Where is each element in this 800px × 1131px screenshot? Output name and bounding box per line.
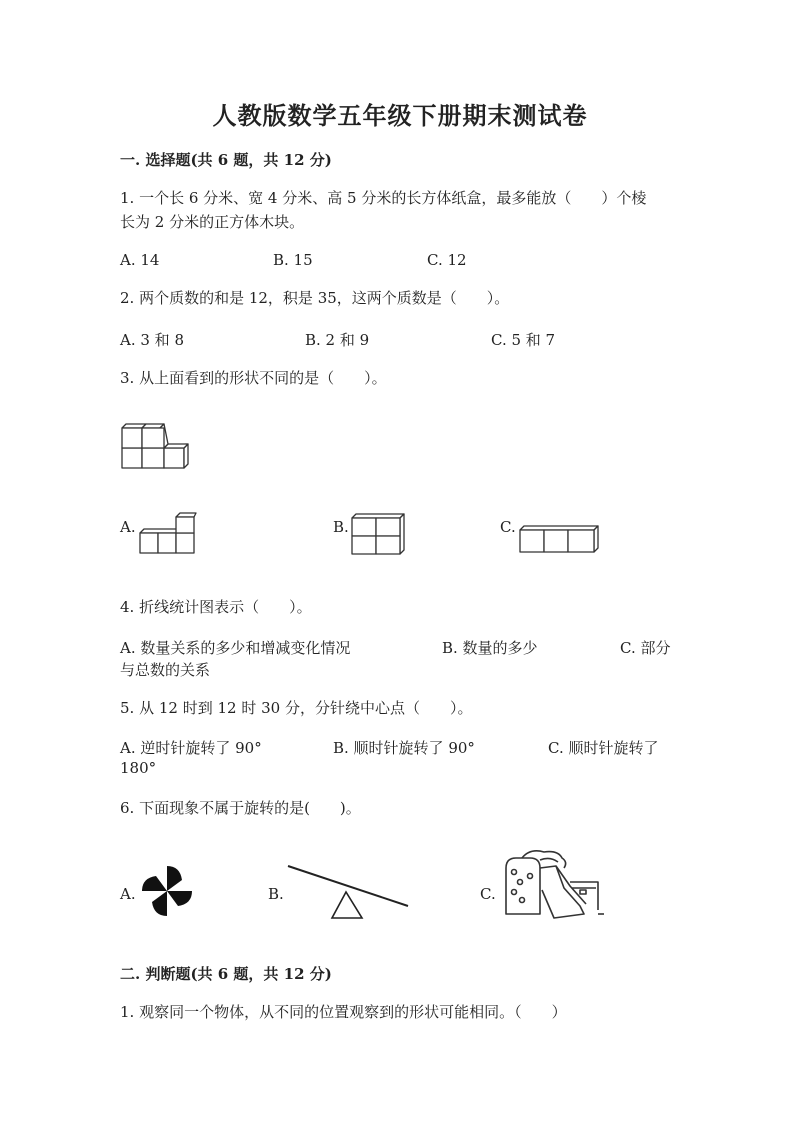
q3-option-a-label: A. xyxy=(120,518,136,536)
question-1-stem-line2: 长为 2 分米的正方体木块。 xyxy=(120,213,305,231)
q5-option-b: B. 顺时针旋转了 90° xyxy=(333,739,475,757)
q6-option-c-label: C. xyxy=(480,885,496,903)
q5-option-c-wrap: 180° xyxy=(120,759,157,777)
seesaw-icon xyxy=(286,864,410,922)
question-3-stem: 3. 从上面看到的形状不同的是（ ）。 xyxy=(120,369,387,387)
q2-option-c: C. 5 和 7 xyxy=(491,331,556,349)
q4-option-a: A. 数量关系的多少和增减变化情况 xyxy=(120,639,351,657)
q2-option-b: B. 2 和 9 xyxy=(305,331,370,349)
q3-option-b-cubes-figure xyxy=(350,512,406,556)
question-1-stem-line1: 1. 一个长 6 分米、宽 4 分米、高 5 分米的长方体纸盒，最多能放（ ）个棱 xyxy=(120,189,647,207)
judgement-question-1-stem: 1. 观察同一个物体，从不同的位置观察到的形状可能相同。（ ） xyxy=(120,1003,567,1021)
question-1 xyxy=(120,186,646,234)
q2-option-a: A. 3 和 8 xyxy=(120,331,184,349)
q4-option-c-wrap: 与总数的关系 xyxy=(120,661,211,679)
q6-option-b-label: B. xyxy=(268,885,284,903)
q3-option-c-label: C. xyxy=(500,518,516,536)
q6-option-a-label: A. xyxy=(120,885,136,903)
q3-option-a-cubes-figure xyxy=(138,513,198,555)
q5-option-c: C. 顺时针旋转了 xyxy=(548,739,659,757)
question-4-stem: 4. 折线统计图表示（ ）。 xyxy=(120,598,312,616)
q1-option-b: B. 15 xyxy=(273,251,313,269)
q3-option-b-label: B. xyxy=(333,518,349,536)
section-heading-judgement: 二. 判断题(共 6 题，共 12 分) xyxy=(120,965,332,983)
pinwheel-icon xyxy=(138,862,196,920)
question-2-stem: 2. 两个质数的和是 12，积是 35，这两个质数是（ ）。 xyxy=(120,289,510,307)
q1-option-a: A. 14 xyxy=(120,251,160,269)
q3-reference-cubes-figure xyxy=(120,420,190,470)
slide-icon xyxy=(500,848,606,922)
q5-option-a: A. 逆时针旋转了 90° xyxy=(120,739,262,757)
q4-option-b: B. 数量的多少 xyxy=(442,639,538,657)
question-5-stem: 5. 从 12 时到 12 时 30 分，分针绕中心点（ ）。 xyxy=(120,699,473,717)
q3-option-c-cubes-figure xyxy=(518,524,600,554)
section-heading-choice: 一. 选择题(共 6 题，共 12 分) xyxy=(120,151,332,169)
q1-option-c: C. 12 xyxy=(427,251,467,269)
q4-option-c: C. 部分 xyxy=(620,639,671,657)
question-6-stem: 6. 下面现象不属于旋转的是( )。 xyxy=(120,799,361,817)
page-title: 人教版数学五年级下册期末测试卷 xyxy=(212,101,588,130)
